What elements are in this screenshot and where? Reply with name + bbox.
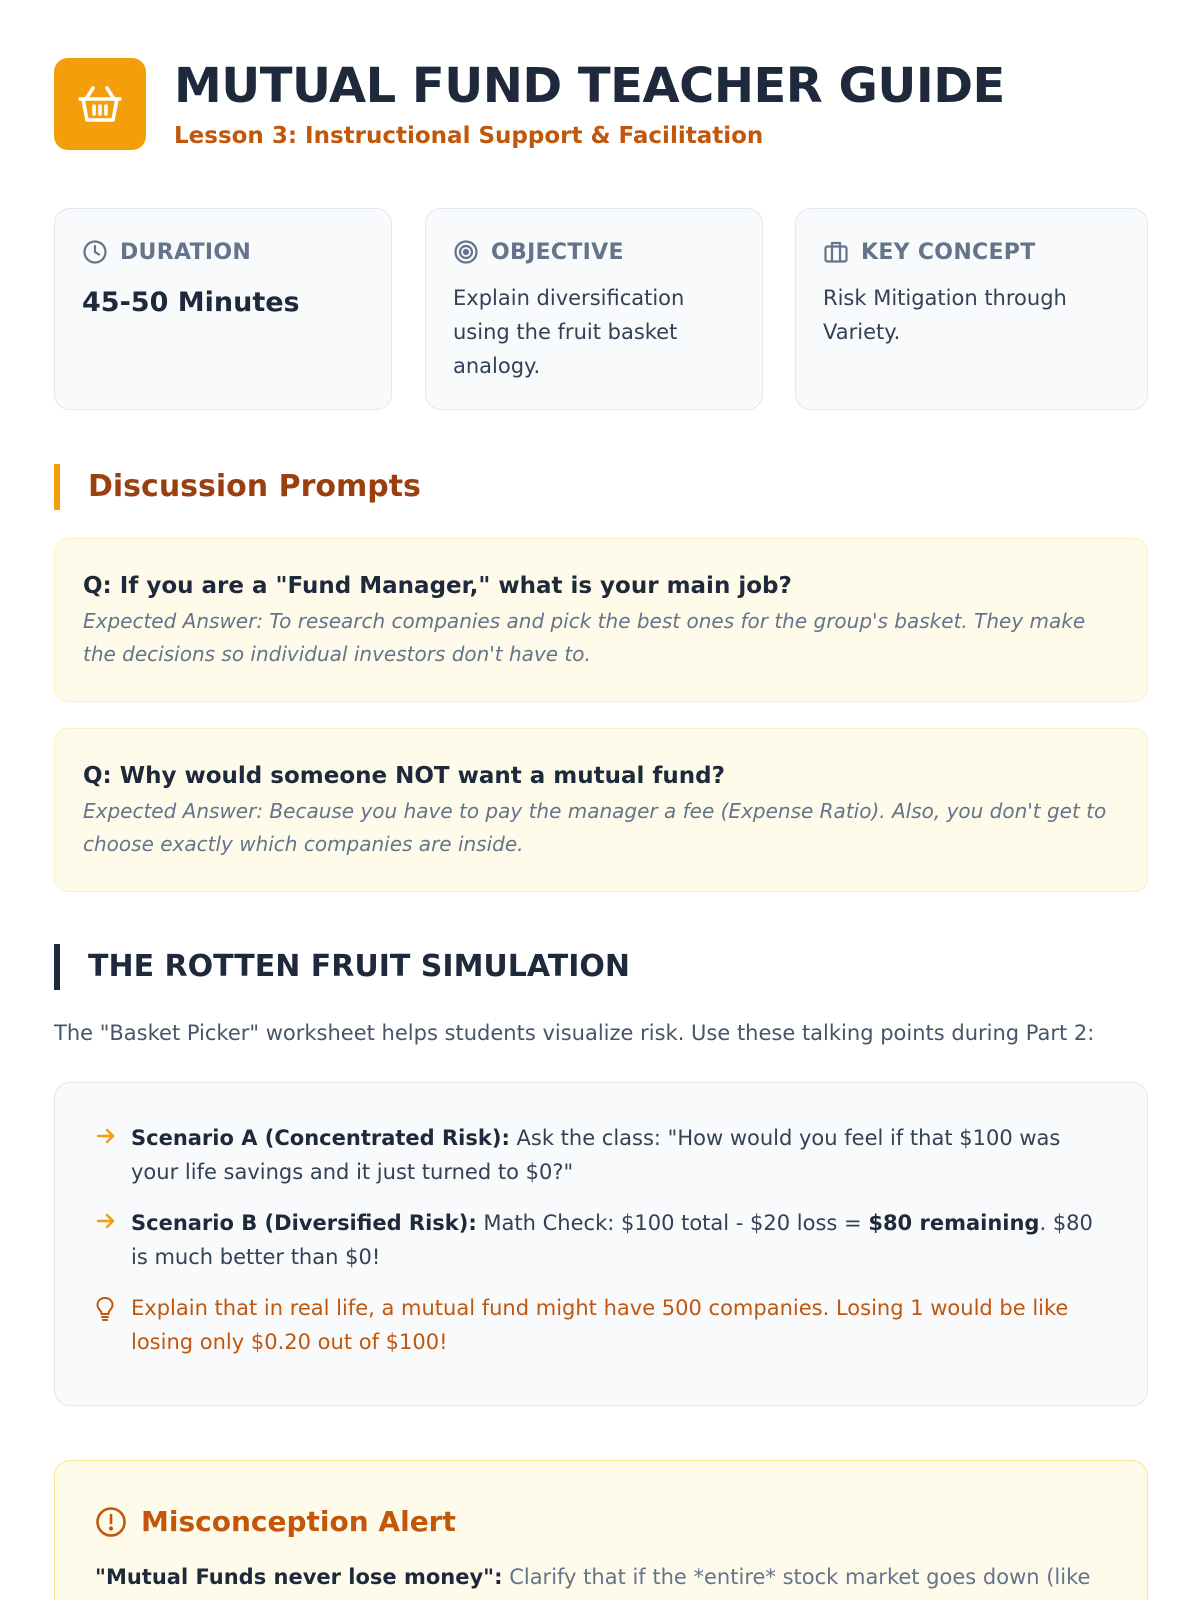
alert-title: Misconception Alert: [141, 1505, 456, 1538]
scenario-a-label: Scenario A (Concentrated Risk):: [131, 1126, 510, 1150]
target-icon: [453, 239, 479, 265]
page-header: [54, 58, 1005, 150]
prompt-answer: Expected Answer: Because you have to pay the manager a fee (Expense Ratio). Also, you don't get to choose exactly which companies are inside.: [83, 799, 1107, 856]
tip-text: Explain that in real life, a mutual fund might have 500 companies. Losing 1 would be like losing only $0.20 out of $100!: [131, 1296, 1069, 1354]
prompt-question: Q: If you are a "Fund Manager," what is your main job?: [83, 573, 792, 599]
prompt-answer: Expected Answer: To research companies and pick the best ones for the group's basket. They make the decisions so individual investors don't have to.: [83, 609, 1086, 666]
duration-label: DURATION: [120, 239, 252, 265]
prompt-card: [54, 538, 1148, 702]
alert-circle-icon: [95, 1506, 127, 1538]
scenario-b-text: Scenario B (Diversified Risk): Math Check: $100 total - $20 loss = $80 remaining. $80 is much better than $0!: [131, 1211, 1093, 1269]
key-concept-card: [795, 208, 1148, 410]
prompt-card: [54, 728, 1148, 892]
logo: [54, 58, 146, 150]
misconception-alert: [54, 1460, 1148, 1600]
list-item: [95, 1206, 1107, 1274]
page-subtitle: Lesson 3: Instructional Support & Facilitation: [174, 123, 764, 149]
basket-icon: [77, 84, 123, 124]
objective-card: [425, 208, 763, 410]
arrow-right-icon: [95, 1211, 117, 1231]
objective-text: Explain diversification using the fruit basket analogy.: [453, 286, 685, 378]
alert-body: "Mutual Funds never lose money": Clarify that if the *entire* stock market goes down (like: [95, 1565, 1091, 1589]
lightbulb-icon: [95, 1296, 115, 1322]
objective-label: OBJECTIVE: [491, 239, 624, 265]
alert-misconception: "Mutual Funds never lose money":: [95, 1565, 503, 1589]
briefcase-icon: [823, 239, 849, 265]
duration-card: [54, 208, 392, 410]
list-item: [95, 1291, 1107, 1359]
list-item: [95, 1121, 1107, 1189]
summary-cards: [54, 208, 1148, 410]
simulation-heading: THE ROTTEN FRUIT SIMULATION: [54, 944, 630, 990]
key-concept-label: KEY CONCEPT: [861, 239, 1036, 265]
arrow-right-icon: [95, 1126, 117, 1146]
scenario-b-label: Scenario B (Diversified Risk):: [131, 1211, 477, 1235]
discussion-heading: Discussion Prompts: [54, 464, 421, 510]
simulation-intro: The "Basket Picker" worksheet helps students visualize risk. Use these talking points during Part 2:: [54, 1021, 1095, 1045]
prompt-question: Q: Why would someone NOT want a mutual fund?: [83, 763, 725, 789]
scenario-a-text: Scenario A (Concentrated Risk): Ask the class: "How would you feel if that $100 was your life savings and it just turned to $0?": [131, 1126, 1061, 1184]
duration-value: 45-50 Minutes: [82, 287, 300, 318]
talking-points-box: [54, 1082, 1148, 1406]
clock-icon: [82, 239, 108, 265]
key-concept-text: Risk Mitigation through Variety.: [823, 286, 1067, 344]
page-title: MUTUAL FUND TEACHER GUIDE: [174, 58, 1005, 114]
